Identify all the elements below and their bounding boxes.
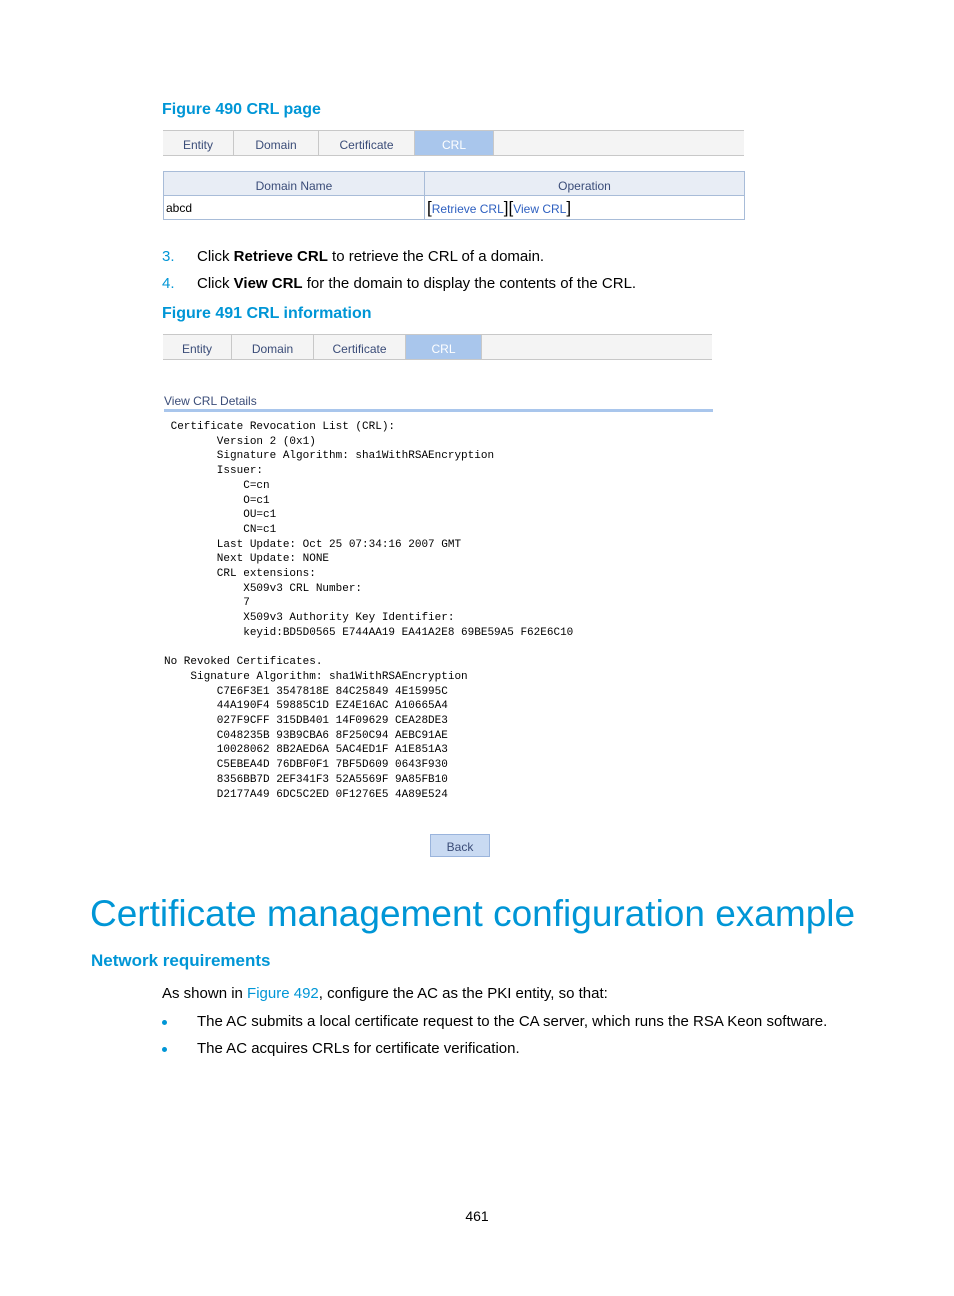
bullet-icon [162,1020,167,1025]
view-crl-link[interactable]: View CRL [513,202,567,216]
tab-entity[interactable]: Entity [163,335,232,359]
cell-domain-name: abcd [166,196,425,219]
step-number: 4. [162,275,175,292]
tab-domain[interactable]: Domain [232,335,314,359]
step-text: Click View CRL for the domain to display the contents of the CRL. [197,275,637,292]
section-divider [164,409,713,412]
header-operation: Operation [425,172,744,196]
bracket: ] [566,198,572,217]
figure-490-caption: Figure 490 CRL page [162,101,321,118]
tab-crl[interactable]: CRL [415,131,494,155]
domain-table [163,171,745,220]
view-crl-details-title: View CRL Details [164,394,257,408]
header-domain-name: Domain Name [164,172,425,196]
page-heading: Certificate management configuration example [90,893,856,934]
tab-domain[interactable]: Domain [234,131,319,155]
figure-491-caption: Figure 491 CRL information [162,305,372,322]
cell-operation [427,196,743,219]
step-number: 3. [162,248,175,265]
crl-info-tabbar [163,334,712,360]
bracket: ][ [503,198,514,217]
back-button[interactable]: Back [430,834,490,857]
crl-details-text: Certificate Revocation List (CRL): Version 2 (0x1) Signature Algorithm: sha1WithRSAEncryption Issuer: C=cn O=c1 OU=c1 CN=c1 Last Update: Oct 25 07:34:16 2007 GMT Next Update: NONE CRL extensions: X509v3 CRL Number: 7 X509v3 Authority Key Identifier: keyid:BD5D0565 E744AA19 EA41A2E8 69BE59A5 F62E6C10 No Revoked Certificates. Signature Algorithm: sha1WithRSAEncryption C7E6F3E1 3547818E 84C25849 4E15995C 44A190F4 59885C1D EZ4E16AC A10665A4 027F9CFF 315DB401 14F09629 CEA28DE3 C048235B 93B9CBA6 8F250C94 AEBC91AE 10028062 8B2AED6A 5AC4ED1F A1E851A3 C5EBEA4D 76DBF0F1 7BF5D609 0643F930 8356BB7D 2EF341F3 52A5569F 9A85FB10 D2177A49 6DC5C2ED 0F1276E5 4A89E524 [164,421,574,801]
step-text: Click Retrieve CRL to retrieve the CRL of a domain. [197,248,545,265]
crl-page-tabbar [163,130,744,156]
bracket: [ [427,198,432,217]
section-subheading: Network requirements [91,951,271,970]
tab-certificate[interactable]: Certificate [319,131,415,155]
retrieve-crl-link[interactable]: Retrieve CRL [431,202,504,216]
bullet-item: The AC acquires CRLs for certificate verification. [197,1040,520,1057]
tab-crl[interactable]: CRL [406,335,482,359]
intro-paragraph: As shown in Figure 492, configure the AC as the PKI entity, so that: [162,985,608,1002]
bullet-item: The AC submits a local certificate request to the CA server, which runs the RSA Keon software. [197,1013,828,1030]
page-number: 461 [465,1208,489,1224]
figure-492-link[interactable]: Figure 492 [247,985,319,1002]
bullet-icon [162,1047,167,1052]
tab-entity[interactable]: Entity [163,131,234,155]
tab-certificate[interactable]: Certificate [314,335,406,359]
